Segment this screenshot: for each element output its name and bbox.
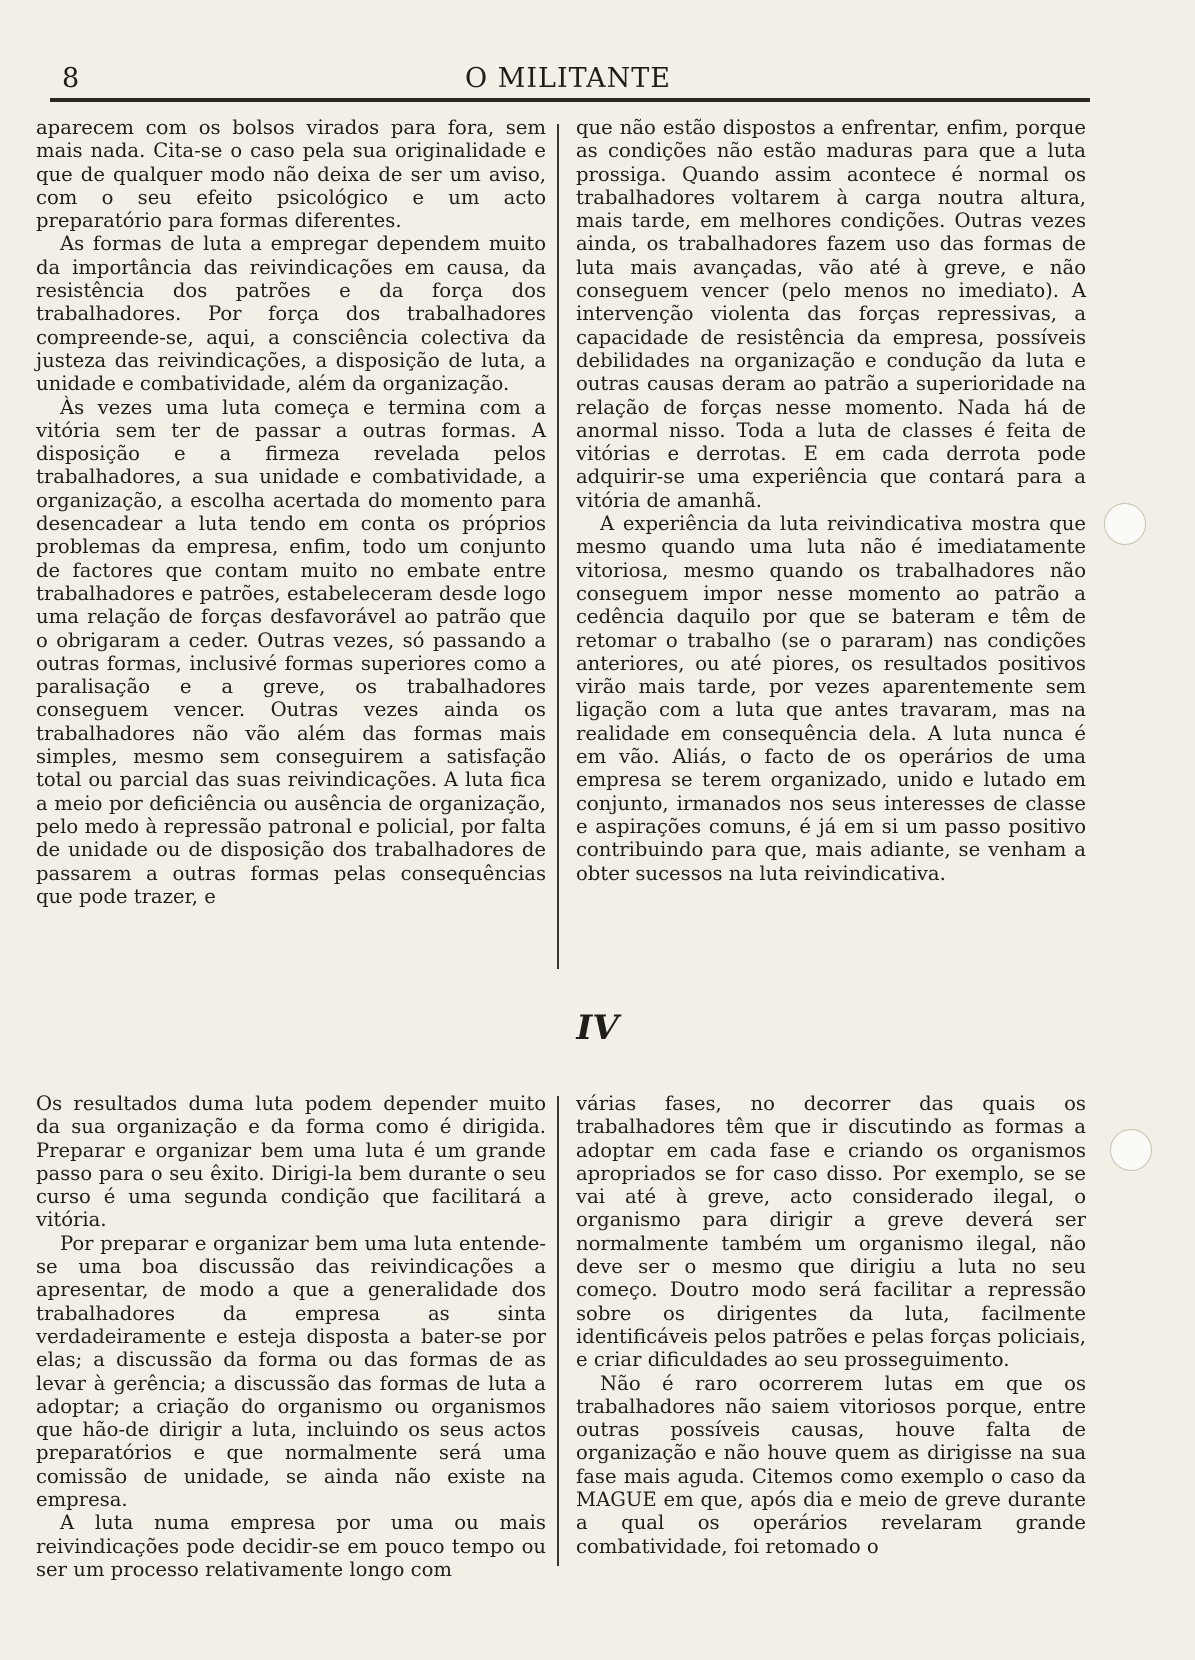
paragraph: aparecem com os bolsos virados para fora, sem mais nada. Cita-se o caso pela sua originalidade e que de qualquer modo não deixa de ser um aviso, com o seu efeito psicológico e um acto preparatório para formas diferentes. bbox=[36, 116, 546, 233]
column-right-bottom bbox=[576, 1092, 1086, 1558]
paragraph: Os resultados duma luta podem depender muito da sua organização e da forma como é dirigida. Preparar e organizar bem uma luta é um grande passo para o seu êxito. Dirigi-la bem durante o seu curso é uma segunda condição que facilitará a vitória. bbox=[36, 1092, 546, 1232]
section-numeral: IV bbox=[576, 1008, 619, 1048]
paragraph: A luta numa empresa por uma ou mais reivindicações pode decidir-se em pouco tempo ou ser um processo relativamente longo com bbox=[36, 1511, 546, 1581]
paragraph: A experiência da luta reivindicativa mostra que mesmo quando uma luta não é imediatamente vitoriosa, mesmo quando os trabalhadores não conseguem impor nesse momento ao patrão a cedência daquilo por que se bateram e têm de retomar o trabalho (se o pararam) nas condições anteriores, ou até piores, os resultados positivos virão mais tarde, por vezes aparentemente sem ligação com a luta que antes travaram, mas na realidade em consequência dela. A luta nunca é em vão. Aliás, o facto de os operários de uma empresa se terem organizado, unido e lutado em conjunto, irmanados nos seus interesses de classe e aspirações comuns, é já em si um passo positivo contribuindo para que, mais adiante, se venham a obter sucessos na luta reivindicativa. bbox=[576, 512, 1086, 885]
punch-hole bbox=[1110, 1129, 1152, 1171]
column-divider bbox=[557, 124, 559, 969]
punch-hole bbox=[1104, 503, 1146, 545]
paragraph: Não é raro ocorrerem lutas em que os trabalhadores não saiem vitoriosos porque, entre outras possíveis causas, houve falta de organização e não houve quem as dirigisse na sua fase mais aguda. Citemos como exemplo o caso da MAGUE em que, após dia e meio de greve durante a qual os operários revelaram grande combatividade, foi retomado o bbox=[576, 1371, 1086, 1558]
column-divider bbox=[557, 1096, 559, 1566]
column-left-bottom bbox=[36, 1092, 546, 1581]
paragraph: várias fases, no decorrer das quais os trabalhadores têm que ir discutindo as formas a adoptar em cada fase e criando os organismos apropriados se for caso disso. Por exemplo, se se vai até à greve, acto considerado ilegal, o organismo para dirigir a greve deverá ser normalmente também um organismo ilegal, não deve ser o mesmo que dirigiu a luta no seu começo. Doutro modo será facilitar a repressão sobre os dirigentes da luta, facilmente identificáveis pelos patrões e pelas forças policiais, e criar dificuldades ao seu prosseguimento. bbox=[576, 1092, 1086, 1372]
paragraph: As formas de luta a empregar dependem muito da importância das reivindicações em causa, da resistência dos patrões e da força dos trabalhadores. Por força dos trabalhadores compreende-se, aqui, a consciência colectiva da justeza das reivindicações, a disposição de luta, a unidade e combatividade, além da organização. bbox=[36, 232, 546, 396]
page-number: 8 bbox=[62, 63, 80, 94]
paragraph: Às vezes uma luta começa e termina com a vitória sem ter de passar a outras formas. A disposição e a firmeza revelada pelos trabalhadores, a sua unidade e combatividade, a organização, a escolha acertada do momento para desencadear a luta tendo em conta os próprios problemas da empresa, enfim, todo um conjunto de factores que contam muito no embate entre trabalhadores e patrões, estabeleceram desde logo uma relação de forças desfavorável ao patrão que o obrigaram a ceder. Outras vezes, só passando a outras formas, inclusivé formas superiores como a paralisação e a greve, os trabalhadores conseguem vencer. Outras vezes ainda os trabalhadores não vão além das formas mais simples, mesmo sem conseguirem a satisfação total ou parcial das suas reivindicações. A luta fica a meio por deficiência ou ausência de organização, pelo medo à repressão patronal e policial, por falta de unidade ou de disposição dos trabalhadores de passarem a outras formas pelas consequências que pode trazer, e bbox=[36, 395, 546, 908]
column-right-top bbox=[576, 116, 1086, 885]
journal-title: O MILITANTE bbox=[465, 63, 671, 94]
paragraph: que não estão dispostos a enfrentar, enfim, porque as condições não estão maduras para que a luta prossiga. Quando assim acontece é normal os trabalhadores voltarem à carga noutra altura, mais tarde, em melhores condições. Outras vezes ainda, os trabalhadores fazem uso das formas de luta mais avançadas, vão até à greve, e não conseguem vencer (pelo menos no imediato). A intervenção violenta das forças repressivas, a capacidade de resistência da empresa, possíveis debilidades na organização e condução da luta e outras causas deram ao patrão a superioridade na relação de forças nesse momento. Nada há de anormal nisso. Toda a luta de classes é feita de vitórias e derrotas. E em cada derrota pode adquirir-se uma experiência que contará para a vitória de amanhã. bbox=[576, 116, 1086, 512]
page-header bbox=[48, 62, 1088, 102]
header-rule bbox=[50, 98, 1090, 102]
column-left-top bbox=[36, 116, 546, 908]
paragraph: Por preparar e organizar bem uma luta entende-se uma boa discussão das reivindicações a apresentar, de modo a que a generalidade dos trabalhadores da empresa as sinta verdadeiramente e esteja disposta a bater-se por elas; a discussão da forma ou das formas de as levar à gerência; a discussão das formas de luta a adoptar; a criação do organismo ou organismos que hão-de dirigir a luta, incluindo os seus actos preparatórios e que normalmente será uma comissão de unidade, se ainda não existe na empresa. bbox=[36, 1231, 546, 1512]
